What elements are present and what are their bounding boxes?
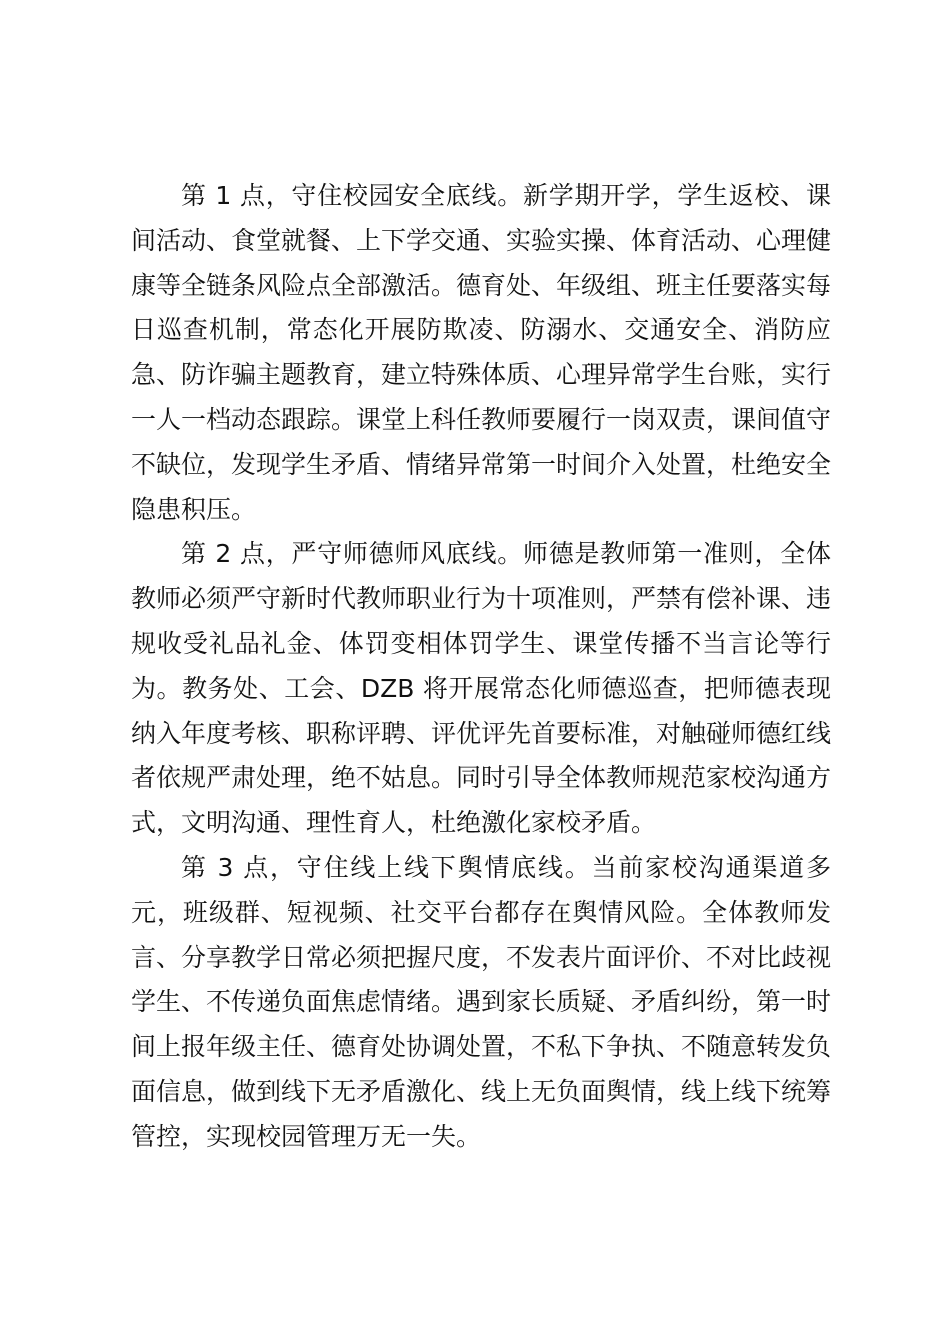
document-body xyxy=(131,174,831,1160)
paragraph-campus-safety: 第 1 点，守住校园安全底线。新学期开学，学生返校、课间活动、食堂就餐、上下学交通、实验实操、体育活动、心理健康等全链条风险点全部激活。德育处、年级组、班主任要落实每日巡查机制，常态化开展防欺凌、防溺水、交通安全、消防应急、防诈骗主题教育，建立特殊体质、心理异常学生台账，实行一人一档动态跟踪。课堂上科任教师要履行一岗双责，课间值守不缺位，发现学生矛盾、情绪异常第一时间介入处置，杜绝安全隐患积压。 xyxy=(131,181,832,524)
paragraph-teacher-ethics: 第 2 点，严守师德师风底线。师德是教师第一准则，全体教师必须严守新时代教师职业行为十项准则，严禁有偿补课、违规收受礼品礼金、体罚变相体罚学生、课堂传播不当言论等行为。教务处、工会、DZB 将开展常态化师德巡查，把师德表现纳入年度考核、职称评聘、评优评先首要标准，对触碰师德红线者依规严肃处理，绝不姑息。同时引导全体教师规范家校沟通方式，文明沟通、理性育人，杜绝激化家校矛盾。 xyxy=(131,539,832,838)
paragraph-public-opinion: 第 3 点，守住线上线下舆情底线。当前家校沟通渠道多元，班级群、短视频、社交平台都存在舆情风险。全体教师发言、分享教学日常必须把握尺度，不发表片面评价、不对比歧视学生、不传递负面焦虑情绪。遇到家长质疑、矛盾纠纷，第一时间上报年级主任、德育处协调处置，不私下争执、不随意转发负面信息，做到线下无矛盾激化、线上无负面舆情，线上线下统筹管控，实现校园管理万无一失。 xyxy=(131,852,832,1151)
